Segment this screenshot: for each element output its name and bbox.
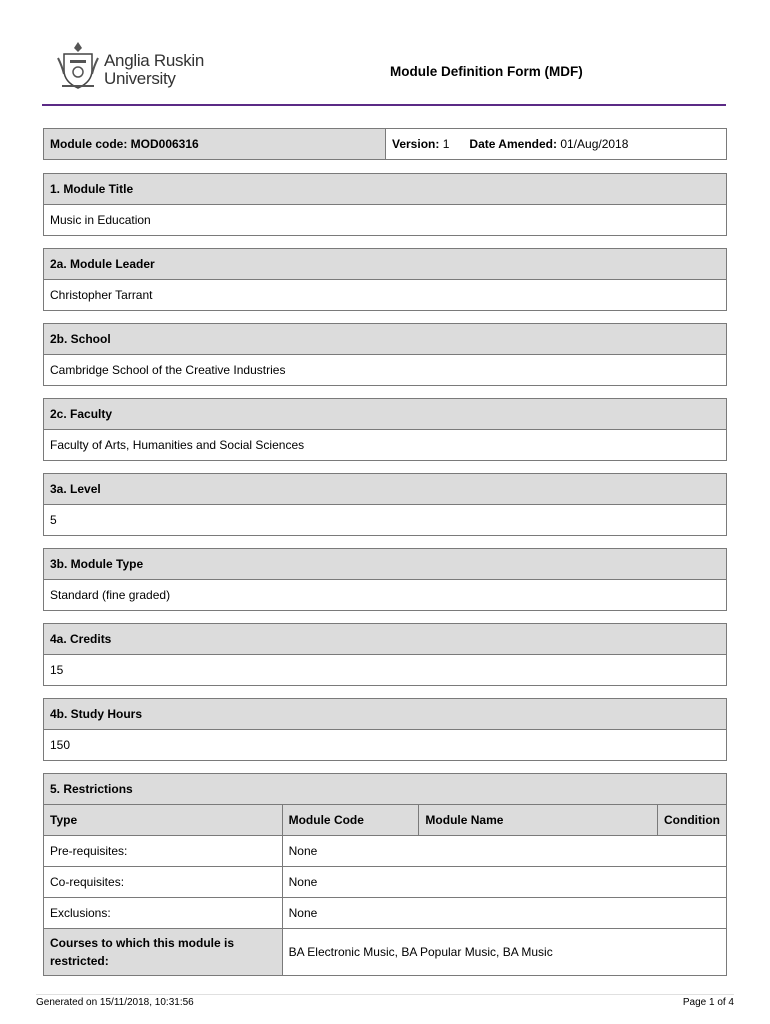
restrictions-heading: 5. Restrictions	[44, 774, 727, 805]
column-header-module-code: Module Code	[282, 805, 419, 836]
courses-label-line-2: restricted:	[50, 954, 109, 968]
section-study-hours	[43, 698, 727, 761]
section-value: Cambridge School of the Creative Industries	[44, 355, 727, 386]
generated-timestamp: Generated on 15/11/2018, 10:31:56	[36, 997, 194, 1008]
table-row	[44, 929, 727, 976]
column-header-module-name: Module Name	[419, 805, 658, 836]
module-code-cell	[44, 129, 386, 160]
table-row	[44, 867, 727, 898]
section-heading: 2a. Module Leader	[44, 249, 727, 280]
section-value: Music in Education	[44, 205, 727, 236]
section-credits	[43, 623, 727, 686]
document-title: Module Definition Form (MDF)	[390, 64, 583, 79]
section-value: 150	[44, 730, 727, 761]
section-value: Faculty of Arts, Humanities and Social Sciences	[44, 430, 727, 461]
version-value: 1	[442, 137, 450, 151]
page-header	[42, 38, 726, 106]
row-type: Exclusions:	[44, 898, 283, 929]
table-row	[44, 898, 727, 929]
section-value: 15	[44, 655, 727, 686]
courses-restricted-label	[44, 929, 283, 976]
logo-wordmark	[104, 52, 204, 88]
section-faculty	[43, 398, 727, 461]
row-module-code: None	[282, 836, 726, 867]
row-module-code: None	[282, 898, 726, 929]
module-summary-table	[43, 128, 727, 160]
restrictions-header-row	[44, 805, 727, 836]
version-label: Version:	[392, 137, 440, 151]
column-header-condition: Condition	[658, 805, 727, 836]
row-module-code: None	[282, 867, 726, 898]
section-heading: 3b. Module Type	[44, 549, 727, 580]
section-heading: 1. Module Title	[44, 174, 727, 205]
section-value: Christopher Tarrant	[44, 280, 727, 311]
section-heading: 4a. Credits	[44, 624, 727, 655]
section-module-title	[43, 173, 727, 236]
table-row	[44, 836, 727, 867]
section-module-type	[43, 548, 727, 611]
restrictions-table	[43, 773, 727, 976]
date-amended-label: Date Amended:	[469, 137, 557, 151]
section-heading: 3a. Level	[44, 474, 727, 505]
version-date-cell	[386, 129, 727, 160]
column-header-type: Type	[44, 805, 283, 836]
university-logo	[56, 40, 216, 90]
section-heading: 2c. Faculty	[44, 399, 727, 430]
section-heading: 4b. Study Hours	[44, 699, 727, 730]
section-module-leader	[43, 248, 727, 311]
page-footer	[36, 994, 734, 1008]
date-amended-value: 01/Aug/2018	[560, 137, 629, 151]
page-number: Page 1 of 4	[682, 997, 734, 1008]
courses-restricted-value: BA Electronic Music, BA Popular Music, BA Music	[282, 929, 726, 976]
module-code: Module code: MOD006316	[50, 137, 199, 151]
section-value: 5	[44, 505, 727, 536]
row-type: Co-requisites:	[44, 867, 283, 898]
logo-line-1: Anglia Ruskin	[104, 51, 205, 70]
logo-line-2: University	[104, 69, 176, 88]
section-level	[43, 473, 727, 536]
section-school	[43, 323, 727, 386]
section-heading: 2b. School	[44, 324, 727, 355]
crest-icon	[56, 40, 100, 90]
row-type: Pre-requisites:	[44, 836, 283, 867]
section-value: Standard (fine graded)	[44, 580, 727, 611]
courses-label-line-1: Courses to which this module is	[50, 936, 235, 950]
